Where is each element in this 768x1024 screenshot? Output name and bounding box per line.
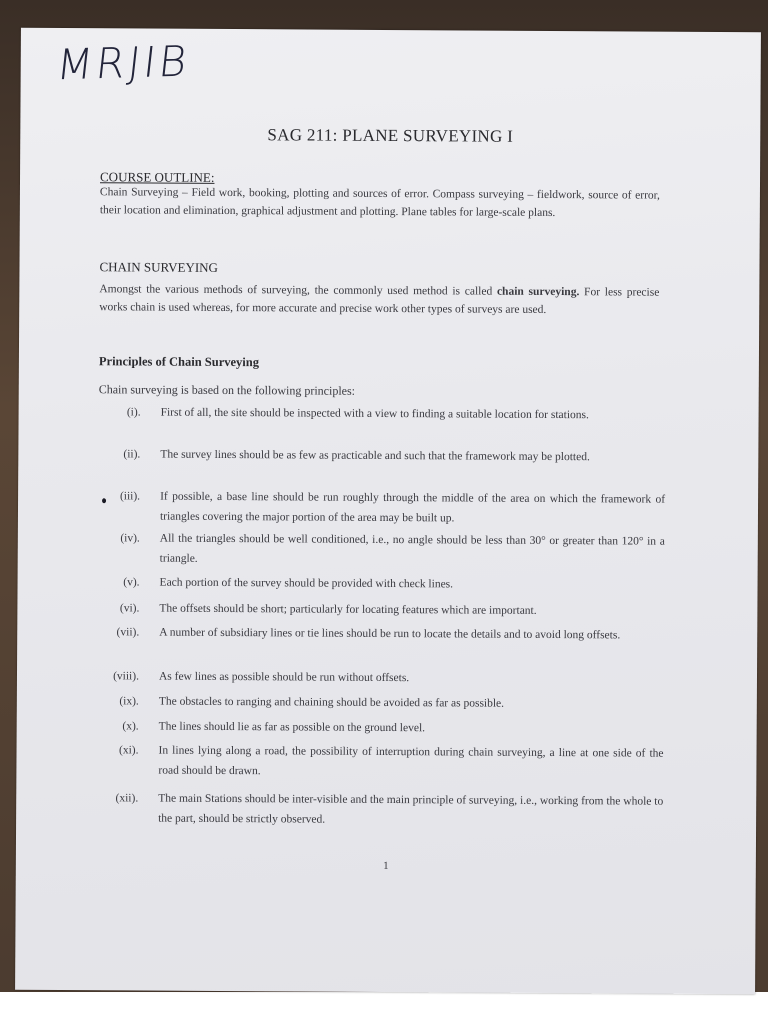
principle-text: The offsets should be short; particularly for locating features which are important. — [159, 602, 537, 617]
principle-text: If possible, a base line should be run roughly through the middle of the area on which the framework of triangles covering the major portion of the area may be built up. — [159, 490, 666, 525]
principle-item — [88, 486, 668, 525]
principle-text: A number of subsidiary lines or tie lines should be run to locate the details and to avoid long offsets. — [159, 626, 621, 642]
principle-number: (ix). — [119, 695, 139, 708]
principle-item — [87, 598, 667, 617]
principle-number: (xi). — [119, 744, 139, 757]
pen-dot — [102, 498, 106, 503]
principle-text: All the triangles should be well conditioned, i.e., no angle should be less than 30° or greater than 120° in a triangle. — [159, 532, 665, 565]
principle-number: (iii). — [119, 490, 141, 503]
document-title: SAG 211: PLANE SURVEYING I — [267, 125, 514, 146]
principle-number: (xii). — [115, 792, 139, 805]
principle-text: The obstacles to ranging and chaining should be avoided as far as possible. — [158, 695, 505, 710]
principle-number: (i). — [126, 406, 141, 419]
handwritten-name: MRJIB — [54, 36, 193, 90]
principle-item — [88, 572, 668, 591]
principle-number: (iv). — [120, 532, 140, 545]
principles-heading: Principles of Chain Surveying — [98, 354, 260, 370]
principle-item — [87, 691, 667, 710]
principle-item — [86, 788, 666, 826]
principles-lead: Chain surveying is based on the following principles: — [98, 382, 356, 398]
document-page — [15, 28, 761, 995]
page-number: 1 — [383, 859, 389, 873]
principle-text: The main Stations should be inter-visible and the main principle of surveying, i.e., working from the whole to the part, should be strictly observed. — [158, 792, 664, 826]
chain-text-after: For less precise works chain is used whereas, for more accurate and precise work other types of surveys are used. — [99, 286, 660, 316]
principle-number: (v). — [123, 576, 140, 589]
principle-text: The survey lines should be as few as practicable and such that the framework may be plotted. — [160, 448, 590, 464]
principle-text: First of all, the site should be inspected with a view to finding a suitable location for stations. — [160, 406, 589, 422]
principle-number: (ii). — [123, 448, 141, 461]
principle-item — [87, 716, 667, 735]
chain-surveying-heading: CHAIN SURVEYING — [99, 259, 219, 275]
chain-surveying-text — [99, 281, 659, 319]
principle-number: (x). — [122, 720, 139, 733]
principle-text: The lines should lie as far as possible on the ground level. — [158, 720, 426, 735]
principle-item — [87, 740, 667, 778]
course-outline-text: Chain Surveying – Field work, booking, plotting and sources of error. Compass surveying – fieldwork, source of error, their location and elimination, graphical adjustment and plotting. Plane tables for large-scale plans. — [99, 186, 660, 219]
principle-text: Each portion of the survey should be provided with check lines. — [159, 576, 454, 591]
principle-text: As few lines as possible should be run without offsets. — [158, 670, 410, 685]
white-border — [0, 992, 768, 1024]
principle-item — [88, 444, 668, 464]
chain-bold-term: chain surveying. — [496, 285, 580, 299]
chain-text-before: Amongst the various methods of surveying, the commonly used method is called — [99, 283, 498, 298]
principle-item — [89, 402, 669, 422]
principle-item — [87, 622, 667, 642]
course-outline-heading: COURSE OUTLINE: — [99, 169, 215, 185]
principle-number: (viii). — [113, 670, 140, 683]
principle-item — [87, 666, 667, 685]
principle-number: (vi). — [119, 602, 140, 615]
principle-text: In lines lying along a road, the possibility of interruption during chain surveying, a line at one side of the road should be drawn. — [158, 744, 664, 778]
principle-number: (vii). — [116, 626, 140, 639]
